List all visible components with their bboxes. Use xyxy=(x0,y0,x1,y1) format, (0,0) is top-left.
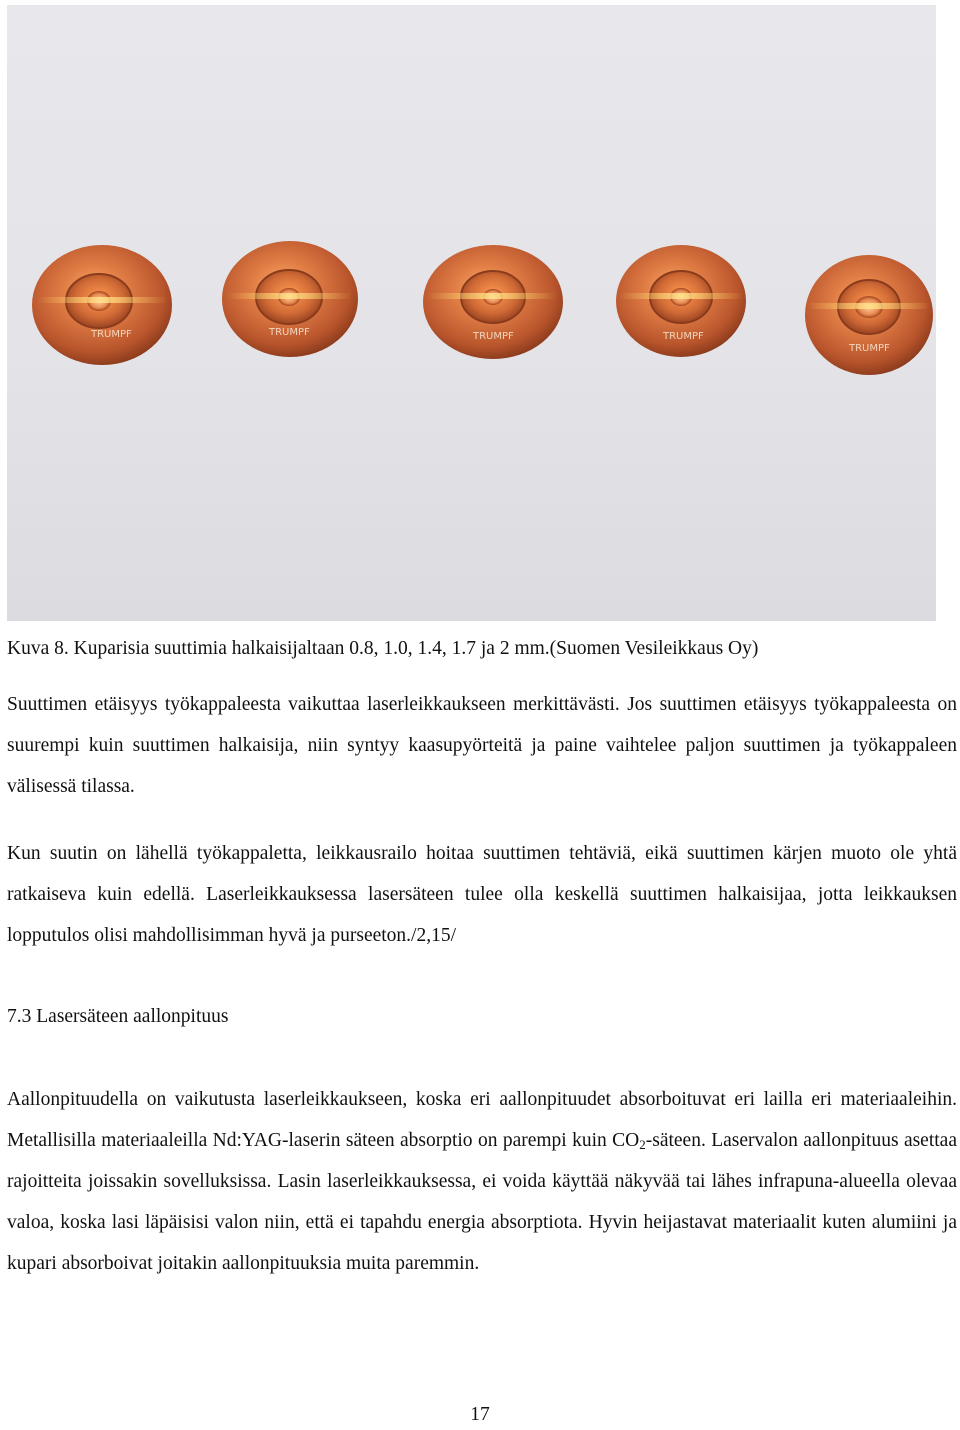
paragraph-nozzle-close: Kun suutin on lähellä työkappaletta, leikkausrailo hoitaa suuttimen tehtäviä, eikä suuttimen kärjen muoto ole yhtä ratkaiseva kuin edellä. Laserleikkauksessa lasersäteen tulee olla keskellä suuttimen halkaisijaa, jotta leikkauksen lopputulos olisi mahdollisimman hyvä ja purseeton./2,15/ xyxy=(7,843,957,946)
nozzle-4 xyxy=(616,245,746,357)
nozzle-5 xyxy=(805,255,933,375)
paragraph-wavelength-part2: -säteen. Laservalon aallonpituus asettaa rajoitteita joissakin sovelluksissa. Lasin laserleikkauksessa, ei voida käyttää näkyvää tai lähes infrapuna-alueella olevaa valoa, koska lasi läpäisisi valon niin, että ei tapahdu energia absorptiota. Hyvin heijastavat materiaalit kuten alumiini ja kupari absorboivat joitakin aallonpituuksia muita paremmin. xyxy=(7,1130,957,1274)
figure-caption: Kuva 8. Kuparisia suuttimia halkaisijaltaan 0.8, 1.0, 1.4, 1.7 ja 2 mm.(Suomen Vesileikkaus Oy) xyxy=(7,638,759,659)
nozzle-label: TRUMPF xyxy=(849,343,890,354)
paragraph-wavelength-part1: Aallonpituudella on vaikutusta laserleikkaukseen, koska eri aallonpituudet absorboituvat eri lailla eri materiaaleihin. Metallisilla materiaaleilla Nd:YAG-laserin säteen absorptio on parempi kuin CO xyxy=(7,1089,957,1151)
section-heading: 7.3 Lasersäteen aallonpituus xyxy=(7,1006,229,1027)
nozzle-2 xyxy=(222,241,358,357)
co2-subscript: 2 xyxy=(639,1137,646,1152)
nozzle-1 xyxy=(32,245,172,365)
paragraph-nozzle-distance: Suuttimen etäisyys työkappaleesta vaikuttaa laserleikkaukseen merkittävästi. Jos suuttimen etäisyys työkappaleesta on suurempi kuin suuttimen halkaisija, niin syntyy kaasupyörteitä ja paine vaihtelee paljon suuttimen ja työkappaleen välisessä tilassa. xyxy=(7,694,957,797)
page-number: 17 xyxy=(470,1404,490,1425)
nozzles-photo xyxy=(7,5,936,621)
nozzle-3 xyxy=(423,245,563,359)
nozzle-label: TRUMPF xyxy=(663,331,704,342)
nozzle-label: TRUMPF xyxy=(91,329,132,340)
paragraph-wavelength xyxy=(7,1079,957,1284)
nozzles-illustration xyxy=(7,5,936,621)
nozzle-label: TRUMPF xyxy=(473,331,514,342)
nozzle-label: TRUMPF xyxy=(269,327,310,338)
